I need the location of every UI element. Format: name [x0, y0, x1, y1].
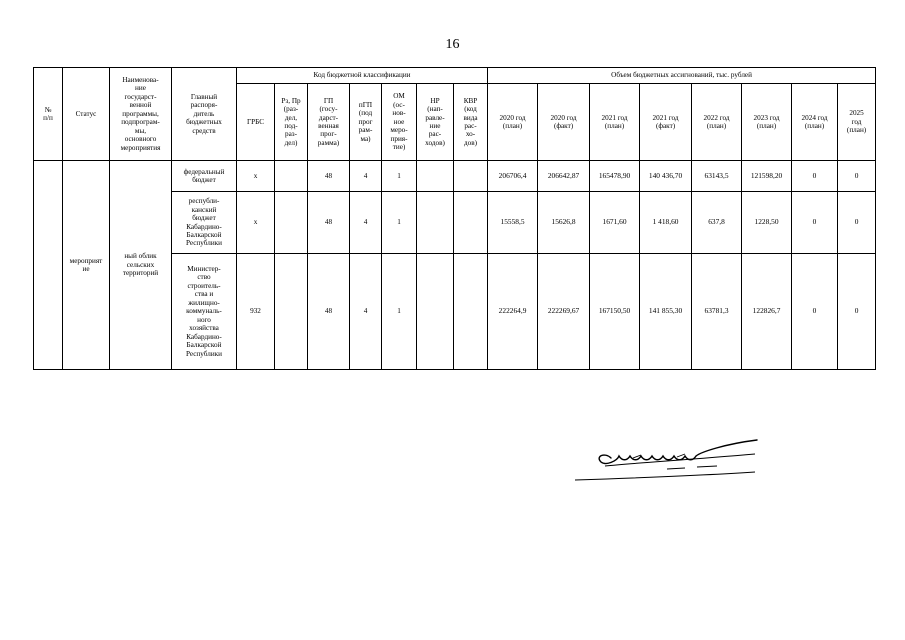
value-2023-plan: 122826,7	[742, 254, 792, 370]
budget-table	[33, 67, 876, 370]
program-name-cell: ный облик сельских территорий	[110, 161, 172, 370]
value-2020-plan: 206706,4	[488, 161, 538, 192]
header-volume-group: Объем бюджетных ассигнований, тыс. рублей	[488, 68, 876, 84]
kvr-cell	[454, 161, 488, 192]
kvr-cell	[454, 254, 488, 370]
value-2025-plan: 0	[838, 192, 876, 254]
header-2021-plan: 2021 год (план)	[590, 84, 640, 161]
value-2024-plan: 0	[792, 254, 838, 370]
value-2023-plan: 121598,20	[742, 161, 792, 192]
value-2021-plan: 167150,50	[590, 254, 640, 370]
row-num-cell	[34, 161, 63, 370]
nr-cell	[417, 254, 454, 370]
pgp-cell: 4	[350, 192, 382, 254]
value-2022-plan: 637,8	[692, 192, 742, 254]
value-2024-plan: 0	[792, 192, 838, 254]
manager-cell: республи- канский бюджет Кабардино- Балкарской Республики	[172, 192, 237, 254]
nr-cell	[417, 192, 454, 254]
header-kbk-group: Код бюджетной классификации	[237, 68, 488, 84]
value-2020-fact: 206642,87	[538, 161, 590, 192]
om-cell: 1	[382, 161, 417, 192]
header-2023-plan: 2023 год (план)	[742, 84, 792, 161]
header-om: ОМ (ос- нов- ное меро- прия- тие)	[382, 84, 417, 161]
om-cell: 1	[382, 254, 417, 370]
value-2021-fact: 140 436,70	[640, 161, 692, 192]
header-status: Статус	[63, 68, 110, 161]
rz-pr-cell	[275, 254, 308, 370]
header-2021-fact: 2021 год (факт)	[640, 84, 692, 161]
gp-cell: 48	[308, 192, 350, 254]
value-2025-plan: 0	[838, 161, 876, 192]
rz-pr-cell	[275, 192, 308, 254]
value-2020-fact: 222269,67	[538, 254, 590, 370]
header-num: № п/п	[34, 68, 63, 161]
page-number: 16	[445, 37, 460, 52]
value-2023-plan: 1228,50	[742, 192, 792, 254]
header-2022-plan: 2022 год (план)	[692, 84, 742, 161]
pgp-cell: 4	[350, 161, 382, 192]
header-2020-plan: 2020 год (план)	[488, 84, 538, 161]
value-2020-plan: 222264,9	[488, 254, 538, 370]
header-nr: НР (нап- равле- ние рас- ходов)	[417, 84, 454, 161]
value-2020-plan: 15558,5	[488, 192, 538, 254]
kvr-cell	[454, 192, 488, 254]
status-cell: мероприят ие	[63, 161, 110, 370]
header-manager: Главный распоря- дитель бюджетных средств	[172, 68, 237, 161]
value-2022-plan: 63781,3	[692, 254, 742, 370]
header-pgp: пГП (под прог рам- ма)	[350, 84, 382, 161]
value-2021-fact: 141 855,30	[640, 254, 692, 370]
header-2025-plan: 2025 год (план)	[838, 84, 876, 161]
header-grbs: ГРБС	[237, 84, 275, 161]
value-2021-plan: 165478,90	[590, 161, 640, 192]
table-row	[34, 161, 876, 192]
grbs-cell: х	[237, 192, 275, 254]
gp-cell: 48	[308, 161, 350, 192]
grbs-cell: х	[237, 161, 275, 192]
om-cell: 1	[382, 192, 417, 254]
value-2021-fact: 1 418,60	[640, 192, 692, 254]
value-2024-plan: 0	[792, 161, 838, 192]
value-2025-plan: 0	[838, 254, 876, 370]
header-2020-fact: 2020 год (факт)	[538, 84, 590, 161]
pgp-cell: 4	[350, 254, 382, 370]
gp-cell: 48	[308, 254, 350, 370]
header-rz-pr: Рз, Пр (раз- дел, под- раз- дел)	[275, 84, 308, 161]
nr-cell	[417, 161, 454, 192]
value-2021-plan: 1671,60	[590, 192, 640, 254]
handwritten-signature	[575, 428, 765, 484]
header-kvr: КВР (код вида рас- хо- дов)	[454, 84, 488, 161]
value-2022-plan: 63143,5	[692, 161, 742, 192]
header-2024-plan: 2024 год (план)	[792, 84, 838, 161]
grbs-cell: 932	[237, 254, 275, 370]
manager-cell: Министер- ство строитель- ства и жилищно- коммуналь- ного хозяйства Кабардино- Балкарской Республики	[172, 254, 237, 370]
rz-pr-cell	[275, 161, 308, 192]
manager-cell: федеральный бюджет	[172, 161, 237, 192]
value-2020-fact: 15626,8	[538, 192, 590, 254]
header-program-name: Наименова- ние государст- венной программы, подпрограм- мы, основного мероприятия	[110, 68, 172, 161]
header-gp: ГП (госу- дарст- венная прог- рамма)	[308, 84, 350, 161]
